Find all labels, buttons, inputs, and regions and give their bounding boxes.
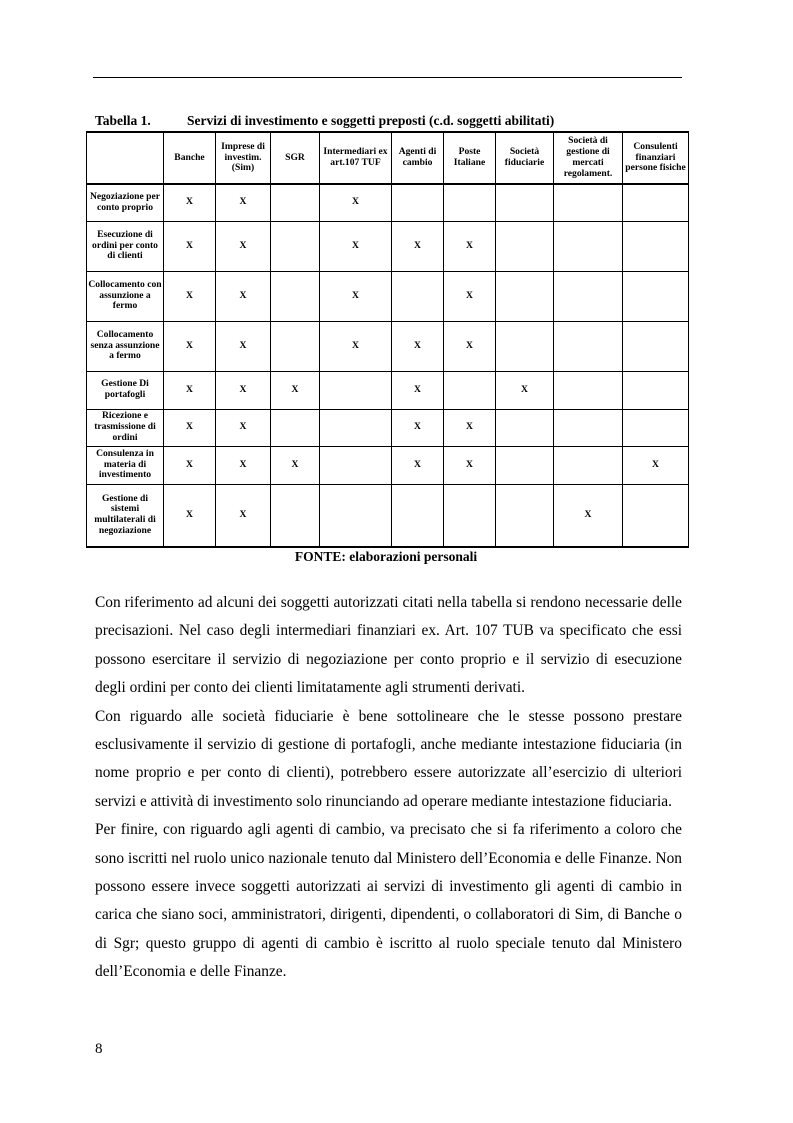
table-row [87,484,689,547]
table-cell [320,446,392,484]
table-cell: X [392,371,444,409]
table-cell: X [164,271,216,321]
header-rule [93,77,682,78]
column-header: Intermediari ex art.107 TUF [320,132,392,184]
table-cell: X [444,446,496,484]
table-cell [271,484,320,547]
table-cell [623,221,689,271]
body-text [95,589,682,987]
table-cell: X [164,446,216,484]
table-cell [444,484,496,547]
table-cell: X [320,271,392,321]
row-header: Esecuzione di ordini per conto di clienti [87,221,164,271]
paragraph: Per finire, con riguardo agli agenti di cambio, va precisato che si fa riferimento a coloro che sono iscritti nel ruolo unico nazionale tenuto dal Ministero dell’Economia e delle Finanze. Non possono essere invece soggetti autorizzati ai servizi di investimento gli agenti di cambio in carica che siano soci, amministratori, dirigenti, dipendenti, o collaboratori di Sim, di Banche o di Sgr; questo gruppo di agenti di cambio è iscritto al ruolo speciale tenuto dal Ministero dell’Economia e delle Finanze. [95,821,682,981]
table-source: FONTE: elaborazioni personali [294,549,478,564]
table-body [87,184,689,547]
table-row [87,409,689,446]
row-header: Collocamento senza assunzione a fermo [87,321,164,371]
table-cell: X [216,321,271,371]
table-cell [320,409,392,446]
table-cell [271,271,320,321]
table-cell [623,184,689,221]
table-cell: X [271,371,320,409]
table-cell: X [444,221,496,271]
table-cell [496,409,554,446]
table-cell: X [216,271,271,321]
table-row [87,446,689,484]
table-cell: X [444,321,496,371]
table-cell [496,446,554,484]
table-cell [554,271,623,321]
table-cell [554,221,623,271]
table-cell [496,184,554,221]
table-cell: X [554,484,623,547]
column-header: Poste Italiane [444,132,496,184]
table-cell [392,184,444,221]
table-cell [271,409,320,446]
table-caption [95,113,554,129]
table-cell [623,371,689,409]
table-cell [623,321,689,371]
column-header: Società di gestione di mercati regolament. [554,132,623,184]
table-row [87,371,689,409]
table-cell: X [444,409,496,446]
table-cell [271,321,320,371]
row-header: Gestione Di portafogli [87,371,164,409]
table-cell [392,484,444,547]
row-header: Ricezione e trasmissione di ordini [87,409,164,446]
column-header: Società fiduciarie [496,132,554,184]
table-cell [444,371,496,409]
table-cell: X [164,371,216,409]
table-cell: X [392,221,444,271]
table-cell: X [216,221,271,271]
table-cell [554,184,623,221]
table-cell [623,484,689,547]
paragraph: Con riguardo alle società fiduciarie è bene sottolineare che le stesse possono prestare esclusivamente il servizio di gestione di portafogli, anche mediante intestazione fiduciaria (in nome proprio e per conto di clienti), potrebbero essere autorizzate all’esercizio di ulteriori servizi e attività di investimento solo rinunciando ad operare mediante intestazione fiduciaria. [95,707,682,810]
column-header: Agenti di cambio [392,132,444,184]
row-header: Negoziazione per conto proprio [87,184,164,221]
table-caption-title: Servizi di investimento e soggetti preposti (c.d. soggetti abilitati) [187,113,555,128]
table-cell: X [164,184,216,221]
table-cell: X [164,321,216,371]
table-cell: X [216,409,271,446]
table-cell [271,221,320,271]
table-cell [554,371,623,409]
table-row [87,184,689,221]
table-cell: X [392,446,444,484]
row-header: Gestione di sistemi multilaterali di negoziazione [87,484,164,547]
table-cell [554,321,623,371]
table-cell: X [164,484,216,547]
column-header: Banche [164,132,216,184]
table-cell [320,484,392,547]
table-cell [554,409,623,446]
table-cell [623,271,689,321]
table-cell [271,184,320,221]
table-cell: X [216,446,271,484]
table-cell: X [623,446,689,484]
services-table [86,131,689,548]
table-row [87,221,689,271]
column-header [87,132,164,184]
table-cell [623,409,689,446]
table-cell: X [392,409,444,446]
table-cell: X [392,321,444,371]
table-cell: X [496,371,554,409]
table-cell: X [216,371,271,409]
table-cell: X [320,184,392,221]
column-header: Imprese di investim. (Sim) [216,132,271,184]
table-cell [554,446,623,484]
column-header: Consulenti finanziari persone fisiche [623,132,689,184]
table-cell [392,271,444,321]
table-cell: X [164,409,216,446]
table-caption-number: Tabella 1. [95,113,151,128]
table-cell: X [320,321,392,371]
table-cell: X [320,221,392,271]
table-row [87,321,689,371]
paragraph: Con riferimento ad alcuni dei soggetti autorizzati citati nella tabella si rendono necessarie delle precisazioni. Nel caso degli intermediari finanziari ex. Art. 107 TUB va specificato che essi possono esercitare il servizio di negoziazione per conto proprio e il servizio di esecuzione degli ordini per conto dei clienti limitatamente agli strumenti derivati. [95,594,682,697]
table-cell: X [216,184,271,221]
table-cell: X [444,271,496,321]
table-cell [496,321,554,371]
row-header: Collocamento con assunzione a fermo [87,271,164,321]
table-cell [496,484,554,547]
table-cell [444,184,496,221]
table-cell [496,271,554,321]
table-row [87,271,689,321]
table-header-row [87,132,689,184]
table-cell: X [271,446,320,484]
page-number: 8 [95,1041,103,1057]
table-cell: X [216,484,271,547]
row-header: Consulenza in materia di investimento [87,446,164,484]
table-cell [496,221,554,271]
table-cell: X [164,221,216,271]
table-cell [320,371,392,409]
column-header: SGR [271,132,320,184]
